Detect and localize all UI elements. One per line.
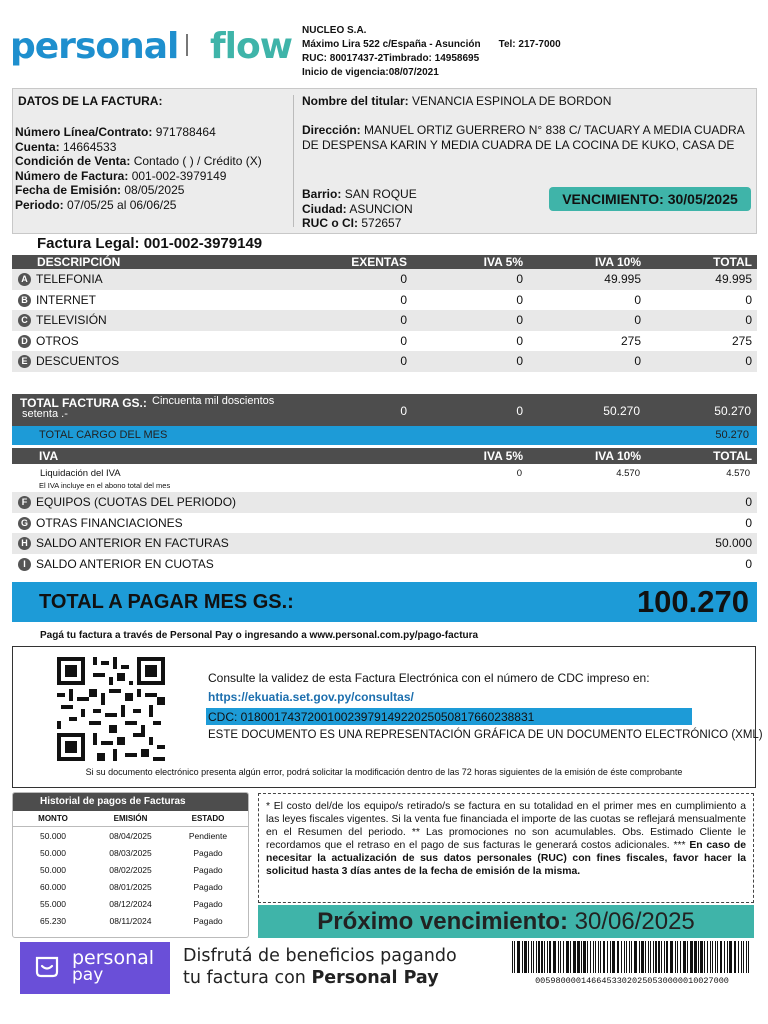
barcode-bar xyxy=(544,941,545,973)
history-rows xyxy=(13,827,248,929)
promo-line1: Disfrutá de beneficios pagando xyxy=(183,946,457,966)
barcode-bar xyxy=(547,941,548,973)
history-estado: Pagado xyxy=(193,847,223,858)
extra-row xyxy=(12,513,757,534)
personal-pay-logo xyxy=(20,942,170,994)
history-estado: Pendiente xyxy=(188,830,228,841)
extra-letter-badge: I xyxy=(18,558,31,571)
pay-hint-link[interactable]: www.personal.com.py/pago-factura xyxy=(309,630,479,641)
barcode-bar xyxy=(538,941,540,973)
barcode-bar xyxy=(717,941,718,973)
barcode-number: 00598000014664533020250530000010027000 xyxy=(535,976,729,986)
extra-description xyxy=(12,536,642,550)
barcode-bar xyxy=(624,941,625,973)
proximo-date: 30/06/2025 xyxy=(574,908,695,935)
personal-pay-line1: personal xyxy=(72,947,155,969)
extra-row xyxy=(12,533,757,554)
barcode-bar xyxy=(581,941,582,973)
einvoice-representation: ESTE DOCUMENTO ES UNA REPRESENTACIÓN GRÁFICA DE UN DOCUMENTO ELECTRÓNICO (XML) xyxy=(208,729,763,741)
proximo-label: Próximo vencimiento: xyxy=(317,908,568,935)
history-emision: 08/02/2025 xyxy=(109,864,152,875)
location-block xyxy=(302,187,417,231)
barcode-bar xyxy=(512,941,513,973)
barcode-bar xyxy=(514,941,515,973)
history-monto: 60.000 xyxy=(40,881,66,892)
databox-divider xyxy=(293,95,294,227)
barcode-bar xyxy=(541,941,543,973)
barcode-bar xyxy=(524,941,527,973)
barcode-bar xyxy=(634,941,637,973)
total-pagar-bar xyxy=(12,582,757,622)
condicion-value: Contado ( ) / Crédito (X) xyxy=(133,154,262,168)
history-row xyxy=(13,878,248,895)
table-row xyxy=(12,310,757,331)
barcode-bar xyxy=(573,941,576,973)
iva-liquidacion-iva5: 0 xyxy=(516,467,522,479)
proximo-vencimiento-bar xyxy=(258,905,754,938)
total-factura-total: 50.270 xyxy=(714,404,751,418)
extra-letter-badge: F xyxy=(18,496,31,509)
history-emision: 08/11/2024 xyxy=(109,915,152,926)
barcode-bar xyxy=(583,941,586,973)
iva-note: El IVA incluye en el abono total del mes xyxy=(39,481,171,490)
barcode-bar xyxy=(536,941,537,973)
barcode-bar xyxy=(741,941,742,973)
vencimiento-badge: VENCIMIENTO: 30/05/2025 xyxy=(549,187,751,211)
row-exentas: 0 xyxy=(400,333,407,348)
history-monto: 50.000 xyxy=(40,847,66,858)
titular-label: Nombre del titular: xyxy=(302,94,409,108)
pay-hint xyxy=(40,630,478,641)
row-iva5: 0 xyxy=(516,313,523,328)
barcode-bar xyxy=(664,941,665,973)
barrio-value: SAN ROQUE xyxy=(344,187,417,201)
barcode-bar xyxy=(704,941,705,973)
barcode-bar xyxy=(724,941,725,973)
barcode-bar xyxy=(700,941,703,973)
barcode-bar xyxy=(595,941,596,973)
row-total: 0 xyxy=(745,292,752,307)
company-ruc: RUC: 80017437-2 xyxy=(302,53,384,64)
barcode-bar xyxy=(631,941,632,973)
barcode-bar xyxy=(517,941,520,973)
flow-logo: flow xyxy=(210,26,292,67)
total-factura-row xyxy=(12,394,757,426)
row-iva5: 0 xyxy=(516,292,523,307)
total-factura-exentas: 0 xyxy=(400,404,407,418)
iva-liquidacion-label: Liquidación del IVA xyxy=(40,467,121,479)
iva-liquidacion-iva10: 4.570 xyxy=(616,467,640,479)
extra-letter-badge: H xyxy=(18,537,31,550)
barcode-bar xyxy=(533,941,534,973)
row-letter-badge: D xyxy=(18,335,31,348)
extra-description xyxy=(12,516,642,530)
barcode-bar xyxy=(677,941,678,973)
ciudad-value: ASUNCION xyxy=(349,201,413,216)
barcode-bar xyxy=(598,941,599,973)
history-estado: Pagado xyxy=(193,864,223,875)
extra-description xyxy=(12,557,642,571)
barcode-bar xyxy=(528,941,529,973)
extra-row xyxy=(12,492,757,513)
row-iva10: 0 xyxy=(634,292,641,307)
row-desc-label: INTERNET xyxy=(36,292,96,307)
total-cargo-row xyxy=(12,426,757,445)
history-monto: 50.000 xyxy=(40,830,66,841)
history-emision: 08/03/2025 xyxy=(109,847,152,858)
company-name: NUCLEO S.A. xyxy=(302,25,367,36)
extra-desc-label: EQUIPOS (CUOTAS DEL PERIODO) xyxy=(36,495,237,510)
titular-line xyxy=(302,94,611,109)
history-header xyxy=(13,811,248,827)
cuenta-label: Cuenta: xyxy=(15,139,60,154)
barcode-bar xyxy=(698,941,699,973)
history-row xyxy=(13,912,248,929)
titular-value: VENANCIA ESPINOLA DE BORDON xyxy=(412,94,612,108)
barcode-bar xyxy=(712,941,713,973)
extra-desc-label: OTRAS FINANCIACIONES xyxy=(36,515,183,530)
barcode-bar xyxy=(650,941,651,973)
barcode-bar xyxy=(715,941,716,973)
table-row xyxy=(12,290,757,311)
extra-row xyxy=(12,554,757,575)
history-estado: Pagado xyxy=(193,881,223,892)
row-iva10: 49.995 xyxy=(604,272,641,287)
einvoice-error-note: Si su documento electrónico presenta algún error, podrá solicitar la modificación dentro de las 72 horas siguientes de la emisión de éste comprobante xyxy=(85,767,683,777)
total-cargo-label: TOTAL CARGO DEL MES xyxy=(39,429,168,441)
barcode-bar xyxy=(587,941,588,973)
ciudad-label: Ciudad: xyxy=(302,201,347,216)
row-total: 49.995 xyxy=(715,272,752,287)
company-address: Máximo Lira 522 c/España - Asunción xyxy=(302,39,481,50)
linea-label: Número Línea/Contrato: xyxy=(15,125,153,139)
extra-value: 0 xyxy=(745,515,752,530)
barcode-bar xyxy=(748,941,749,973)
iva-header-iva10: IVA 10% xyxy=(594,449,641,463)
barcode-bar xyxy=(648,941,649,973)
header-descripcion: DESCRIPCIÓN xyxy=(37,255,121,269)
row-total: 0 xyxy=(745,313,752,328)
barcode-bar xyxy=(560,941,561,973)
payment-history xyxy=(12,792,249,938)
barcode-bar xyxy=(621,941,622,973)
total-factura-iva10: 50.270 xyxy=(603,404,640,418)
barcode-bar xyxy=(710,941,711,973)
total-factura-label: TOTAL FACTURA GS.: xyxy=(20,396,147,410)
history-row xyxy=(13,844,248,861)
total-factura-iva5: 0 xyxy=(516,404,523,418)
table-row xyxy=(12,269,757,290)
barcode-bar xyxy=(738,941,739,973)
barrio-label: Barrio: xyxy=(302,187,342,201)
personal-logo: personal xyxy=(10,26,179,67)
barcode-bar xyxy=(553,941,556,973)
barcode-bar xyxy=(563,941,564,973)
history-emision: 08/04/2025 xyxy=(109,830,152,841)
barcode-bar xyxy=(670,941,673,973)
row-exentas: 0 xyxy=(400,354,407,369)
row-exentas: 0 xyxy=(400,272,407,287)
row-description xyxy=(12,272,287,286)
cdc-number: CDC: 01800174372001002397914922025050817660238831 xyxy=(208,710,535,724)
barcode-bar xyxy=(666,941,668,973)
barcode-bar xyxy=(653,941,654,973)
iva-liquidacion-total: 4.570 xyxy=(726,467,750,479)
barcode-bar xyxy=(746,941,747,973)
row-description xyxy=(12,354,287,368)
row-iva10: 0 xyxy=(634,313,641,328)
barcode-bar xyxy=(694,941,697,973)
barcode-bar xyxy=(655,941,657,973)
row-description xyxy=(12,313,287,327)
header-iva10: IVA 10% xyxy=(594,255,641,269)
numero-value: 001-002-3979149 xyxy=(131,168,227,183)
wallet-icon xyxy=(34,954,60,980)
barcode-bar xyxy=(531,941,532,973)
row-iva5: 0 xyxy=(516,272,523,287)
barcode-bar xyxy=(617,941,619,973)
barcode-bar xyxy=(641,941,644,973)
barcode-bar xyxy=(658,941,660,973)
barcode-bar xyxy=(661,941,662,973)
linea-value: 971788464 xyxy=(155,125,216,139)
extra-value: 0 xyxy=(745,556,752,571)
iva-table-header xyxy=(12,448,757,464)
table-row xyxy=(12,331,757,352)
barcode-bar xyxy=(549,941,551,973)
promo-line2b: Personal Pay xyxy=(311,968,439,988)
row-letter-badge: C xyxy=(18,314,31,327)
row-description xyxy=(12,293,287,307)
barcode-bar xyxy=(629,941,630,973)
extras-rows xyxy=(12,492,757,574)
total-pagar-value: 100.270 xyxy=(636,584,749,619)
legal-notes xyxy=(258,793,754,903)
barcode-bar xyxy=(734,941,736,973)
row-letter-badge: E xyxy=(18,355,31,368)
barcode-bar xyxy=(680,941,681,973)
iva-header-iva: IVA xyxy=(39,449,59,463)
company-info xyxy=(302,24,561,80)
periodo-label: Periodo: xyxy=(15,197,64,212)
barcode-bar xyxy=(683,941,686,973)
extra-letter-badge: G xyxy=(18,517,31,530)
qr-code-icon xyxy=(57,657,165,761)
barcode-bar xyxy=(645,941,646,973)
barcode xyxy=(512,941,752,973)
history-header-estado: ESTADO xyxy=(191,814,225,823)
barcode-bar xyxy=(558,941,559,973)
history-estado: Pagado xyxy=(193,898,223,909)
charges-table xyxy=(12,255,757,372)
company-timbrado: Timbrado: 14958695 xyxy=(383,53,480,64)
notes-bold: En caso de necesitar la actualización de sus datos personales (RUC) con fines fiscales, favor hacer la solicitud hasta 3 días antes de la fecha de emisión de la misma. xyxy=(266,840,746,877)
history-row xyxy=(13,827,248,844)
barcode-bar xyxy=(690,941,693,973)
barcode-bar xyxy=(720,941,722,973)
history-row xyxy=(13,861,248,878)
barcode-bar xyxy=(687,941,688,973)
vigencia-date: 08/07/2021 xyxy=(388,67,439,78)
history-emision: 08/01/2025 xyxy=(109,881,152,892)
company-tel: Tel: 217-7000 xyxy=(498,39,561,50)
total-factura-words-1: Cincuenta mil doscientos xyxy=(152,395,275,407)
row-letter-badge: A xyxy=(18,273,31,286)
row-desc-label: TELEVISIÓN xyxy=(36,313,107,328)
header-iva5: IVA 5% xyxy=(483,255,523,269)
barcode-bar xyxy=(603,941,605,973)
barcode-bar xyxy=(577,941,580,973)
numero-label: Número de Factura: xyxy=(15,168,129,183)
cuenta-value: 14664533 xyxy=(63,139,117,154)
barcode-bar xyxy=(570,941,571,973)
direccion-block xyxy=(302,123,752,152)
row-iva5: 0 xyxy=(516,354,523,369)
promo-line2a: tu factura con xyxy=(183,968,312,988)
einvoice-url[interactable]: https://ekuatia.set.gov.py/consultas/ xyxy=(208,690,414,704)
iva-header-total: TOTAL xyxy=(713,449,752,463)
header-total: TOTAL xyxy=(713,255,752,269)
barcode-bar xyxy=(626,941,627,973)
barcode-bar xyxy=(607,941,608,973)
notes-text: * El costo del/de los equipo/s retirado/s se factura en su totalidad en el primer mes en cumplimiento a las leyes fiscales vigentes. Si la venta fue financiada el importe de las cuotas se reflejará mensualmente en el Resumen del periodo. ** Las promociones no son acumulables. Obs. Estimado Cliente le recordamos que el retraso en el pago de sus facturas le generará costos adicionales. *** xyxy=(266,801,746,851)
barcode-bar xyxy=(639,941,640,973)
barcode-bar xyxy=(593,941,594,973)
total-factura-words-2: setenta .- xyxy=(22,408,68,420)
vigencia-label: Inicio de vigencia: xyxy=(302,67,389,78)
iva-table xyxy=(12,448,757,574)
extra-desc-label: SALDO ANTERIOR EN FACTURAS xyxy=(36,536,229,551)
charges-table-header xyxy=(12,255,757,269)
barcode-bar xyxy=(522,941,523,973)
periodo-value: 07/05/25 al 06/06/25 xyxy=(67,197,177,212)
row-letter-badge: B xyxy=(18,294,31,307)
einvoice-consult: Consulte la validez de esta Factura Electrónica con el número de CDC impreso en: xyxy=(208,671,650,685)
extra-description xyxy=(12,495,642,509)
ruc-value: 572657 xyxy=(361,216,402,230)
row-iva10: 0 xyxy=(634,354,641,369)
history-monto: 65.230 xyxy=(40,915,66,926)
barcode-bar xyxy=(707,941,708,973)
barcode-bar xyxy=(729,941,732,973)
row-desc-label: TELEFONIA xyxy=(36,272,103,287)
total-pagar-label: TOTAL A PAGAR MES GS.: xyxy=(39,591,294,613)
iva-header-iva5: IVA 5% xyxy=(483,449,523,463)
history-header-monto: MONTO xyxy=(38,814,68,823)
condicion-label: Condición de Venta: xyxy=(15,154,131,168)
barcode-bar xyxy=(743,941,744,973)
history-emision: 08/12/2024 xyxy=(109,898,152,909)
invoice-section-title: DATOS DE LA FACTURA: xyxy=(18,94,163,108)
logo-divider xyxy=(186,34,188,56)
barcode-bar xyxy=(675,941,676,973)
extra-value: 0 xyxy=(745,495,752,510)
direccion-label: Dirección: xyxy=(302,123,361,137)
barcode-bar xyxy=(612,941,615,973)
row-total: 0 xyxy=(745,354,752,369)
row-iva5: 0 xyxy=(516,333,523,348)
table-row xyxy=(12,351,757,372)
barcode-bar xyxy=(600,941,601,973)
fecha-value: 08/05/2025 xyxy=(124,183,185,197)
barcode-bar xyxy=(566,941,569,973)
iva-liquidacion-row xyxy=(12,464,757,482)
history-row xyxy=(13,895,248,912)
direccion-line-2: DE DESPENSA KARIN Y MEDIA CUADRA DE LA COCINA DE KUKO, CASA DE xyxy=(302,137,735,152)
row-desc-label: OTROS xyxy=(36,333,79,348)
barcode-bar xyxy=(610,941,611,973)
total-cargo-value: 50.270 xyxy=(715,429,749,441)
charges-rows xyxy=(12,269,757,372)
pay-hint-text: Pagá tu factura a través de Personal Pay o ingresando a xyxy=(40,630,310,641)
history-title: Historial de pagos de Facturas xyxy=(13,793,248,811)
history-header-emision: EMISIÓN xyxy=(113,814,148,823)
invoice-left-fields xyxy=(15,125,262,212)
factura-legal-title: Factura Legal: 001-002-3979149 xyxy=(37,235,263,252)
fecha-label: Fecha de Emisión: xyxy=(15,183,122,197)
promo-text xyxy=(183,945,457,989)
history-estado: Pagado xyxy=(193,915,223,926)
extra-desc-label: SALDO ANTERIOR EN CUOTAS xyxy=(36,556,214,571)
header-exentas: EXENTAS xyxy=(351,255,407,269)
barcode-bar xyxy=(727,941,728,973)
personal-pay-line2: pay xyxy=(72,965,104,985)
row-exentas: 0 xyxy=(400,292,407,307)
extra-value: 50.000 xyxy=(715,536,752,551)
row-iva10: 275 xyxy=(620,333,641,348)
row-total: 275 xyxy=(731,333,752,348)
history-monto: 50.000 xyxy=(40,864,66,875)
row-desc-label: DESCUENTOS xyxy=(36,354,120,369)
ruc-label: RUC o CI: xyxy=(302,216,358,230)
row-exentas: 0 xyxy=(400,313,407,328)
row-description xyxy=(12,334,287,348)
barcode-bar xyxy=(590,941,591,973)
direccion-line-1: MANUEL ORTIZ GUERRERO N° 838 C/ TACUARY A MEDIA CUADRA xyxy=(364,123,745,137)
history-monto: 55.000 xyxy=(40,898,66,909)
invoice-data-box xyxy=(12,88,757,234)
